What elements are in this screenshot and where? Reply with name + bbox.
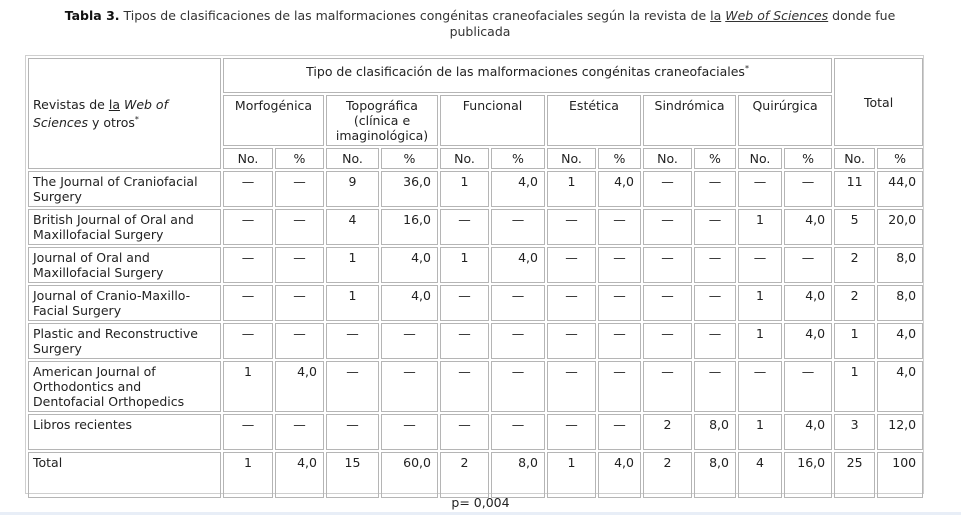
- table-cell: —: [694, 285, 736, 321]
- table-cell: —: [223, 209, 273, 245]
- table-cell: 8,0: [877, 247, 923, 283]
- table-cell: —: [491, 323, 545, 359]
- table-cell: —: [643, 171, 692, 207]
- table-cell: 4,0: [877, 323, 923, 359]
- sub-header-pct: %: [784, 148, 832, 169]
- sub-header-pct: %: [877, 148, 923, 169]
- table-cell: —: [440, 361, 489, 412]
- table-cell: 4,0: [598, 171, 641, 207]
- sub-header-pct: %: [381, 148, 438, 169]
- sub-header-no: No.: [643, 148, 692, 169]
- table-cell: —: [598, 414, 641, 450]
- table-cell: —: [275, 285, 324, 321]
- table-cell: 2: [834, 247, 875, 283]
- table-cell: —: [738, 361, 782, 412]
- classification-table: [26, 56, 925, 500]
- table-cell: —: [547, 361, 596, 412]
- table-cell: 1: [834, 361, 875, 412]
- table-cell: 4,0: [275, 361, 324, 412]
- table-cell: —: [491, 209, 545, 245]
- table-cell: —: [326, 414, 379, 450]
- table-cell: 1: [223, 361, 273, 412]
- journal-name: American Journal of Orthodontics and Dentofacial Orthopedics: [28, 361, 221, 412]
- table-row: [28, 323, 923, 359]
- total-cell: 60,0: [381, 452, 438, 498]
- table-cell: 1: [738, 414, 782, 450]
- sub-header-no: No.: [834, 148, 875, 169]
- table-cell: —: [784, 171, 832, 207]
- table-cell: —: [491, 414, 545, 450]
- table-cell: 16,0: [381, 209, 438, 245]
- table-cell: —: [738, 247, 782, 283]
- classification-group-header: Tipo de clasificación de las malformaciones congénitas craneofaciales*: [223, 58, 832, 93]
- table-cell: —: [326, 323, 379, 359]
- table-cell: —: [381, 414, 438, 450]
- table-row: [28, 171, 923, 207]
- table-cell: —: [491, 285, 545, 321]
- p-value-note: p= 0,004: [451, 495, 510, 510]
- table-cell: 4,0: [381, 247, 438, 283]
- table-cell: —: [598, 361, 641, 412]
- table-cell: 44,0: [877, 171, 923, 207]
- type-header: Topográfica (clínica e imaginológica): [326, 95, 438, 146]
- type-header: Sindrómica: [643, 95, 736, 146]
- table-cell: 3: [834, 414, 875, 450]
- total-cell: 2: [440, 452, 489, 498]
- table-cell: 4,0: [784, 285, 832, 321]
- type-header: Quirúrgica: [738, 95, 832, 146]
- type-header: Funcional: [440, 95, 545, 146]
- type-header: Estética: [547, 95, 641, 146]
- table-cell: 1: [738, 285, 782, 321]
- table-cell: —: [440, 414, 489, 450]
- journal-name: Journal of Cranio-Maxillo-Facial Surgery: [28, 285, 221, 321]
- table-cell: 4,0: [491, 247, 545, 283]
- total-cell: 1: [547, 452, 596, 498]
- table-cell: —: [547, 209, 596, 245]
- table-cell: 1: [440, 247, 489, 283]
- caption-text-after: donde fue publicada: [449, 8, 896, 39]
- table-cell: —: [491, 361, 545, 412]
- sub-header-pct: %: [694, 148, 736, 169]
- table-cell: 11: [834, 171, 875, 207]
- table-cell: —: [275, 323, 324, 359]
- total-row: [28, 452, 923, 498]
- table-cell: —: [694, 247, 736, 283]
- table-row: [28, 209, 923, 245]
- table-caption: [60, 8, 900, 40]
- caption-label: Tabla 3.: [64, 8, 120, 23]
- table-cell: —: [643, 285, 692, 321]
- table-cell: —: [223, 285, 273, 321]
- table-cell: 1: [326, 285, 379, 321]
- table-cell: 9: [326, 171, 379, 207]
- journal-name: Journal of Oral and Maxillofacial Surgery: [28, 247, 221, 283]
- caption-text: Tipos de clasificaciones de las malformaciones congénitas craneofaciales según la revista de: [123, 8, 711, 23]
- table-cell: —: [694, 361, 736, 412]
- journal-column-header: Revistas de la Web of Sciences y otros*: [28, 58, 221, 169]
- table-cell: 1: [440, 171, 489, 207]
- table-cell: —: [440, 285, 489, 321]
- table-row: [28, 285, 923, 321]
- table-row: [28, 247, 923, 283]
- table-cell: —: [598, 323, 641, 359]
- table-cell: —: [381, 323, 438, 359]
- table-cell: —: [223, 171, 273, 207]
- sub-header-pct: %: [491, 148, 545, 169]
- table-row: [28, 414, 923, 450]
- table-cell: —: [694, 323, 736, 359]
- caption-journal: Web of Sciences: [725, 8, 829, 23]
- total-cell: 8,0: [491, 452, 545, 498]
- table-cell: —: [738, 171, 782, 207]
- table-cell: —: [223, 323, 273, 359]
- table-cell: 4,0: [784, 209, 832, 245]
- table-cell: —: [694, 209, 736, 245]
- table-cell: 1: [738, 209, 782, 245]
- table-cell: —: [275, 171, 324, 207]
- sub-header-no: No.: [326, 148, 379, 169]
- table-row: [28, 361, 923, 412]
- page-bottom-border: [0, 512, 961, 515]
- sub-header-no: No.: [223, 148, 273, 169]
- caption-la: la: [710, 8, 722, 23]
- total-cell: 16,0: [784, 452, 832, 498]
- table-cell: 4,0: [784, 323, 832, 359]
- table-cell: —: [784, 361, 832, 412]
- total-label: Total: [28, 452, 221, 498]
- table-cell: 8,0: [694, 414, 736, 450]
- table-cell: 36,0: [381, 171, 438, 207]
- total-cell: 1: [223, 452, 273, 498]
- table-cell: —: [643, 209, 692, 245]
- table-cell: —: [598, 247, 641, 283]
- table-cell: 2: [834, 285, 875, 321]
- table-cell: —: [547, 285, 596, 321]
- total-cell: 4,0: [598, 452, 641, 498]
- table-cell: 20,0: [877, 209, 923, 245]
- table-cell: —: [223, 247, 273, 283]
- total-column-header: Total: [834, 58, 923, 146]
- sub-header-pct: %: [598, 148, 641, 169]
- table-cell: 2: [643, 414, 692, 450]
- data-table-wrapper: [25, 55, 924, 494]
- sub-header-pct: %: [275, 148, 324, 169]
- total-cell: 4,0: [275, 452, 324, 498]
- total-cell: 15: [326, 452, 379, 498]
- table-cell: 4,0: [877, 361, 923, 412]
- sub-header-no: No.: [547, 148, 596, 169]
- total-cell: 100: [877, 452, 923, 498]
- type-header: Morfogénica: [223, 95, 324, 146]
- table-cell: —: [547, 247, 596, 283]
- table-cell: 4,0: [381, 285, 438, 321]
- table-cell: 12,0: [877, 414, 923, 450]
- table-cell: —: [598, 285, 641, 321]
- table-cell: 4,0: [784, 414, 832, 450]
- table-cell: 1: [834, 323, 875, 359]
- table-cell: 4: [326, 209, 379, 245]
- table-cell: —: [440, 323, 489, 359]
- table-cell: —: [643, 323, 692, 359]
- table-cell: 1: [738, 323, 782, 359]
- table-cell: —: [275, 414, 324, 450]
- table-cell: —: [326, 361, 379, 412]
- table-cell: 5: [834, 209, 875, 245]
- total-cell: 2: [643, 452, 692, 498]
- table-cell: —: [784, 247, 832, 283]
- journal-name: The Journal of Craniofacial Surgery: [28, 171, 221, 207]
- table-cell: —: [223, 414, 273, 450]
- table-cell: —: [440, 209, 489, 245]
- table-cell: 1: [326, 247, 379, 283]
- journal-name: British Journal of Oral and Maxillofacial Surgery: [28, 209, 221, 245]
- journal-name: Plastic and Reconstructive Surgery: [28, 323, 221, 359]
- total-cell: 4: [738, 452, 782, 498]
- table-cell: —: [598, 209, 641, 245]
- table-cell: —: [381, 361, 438, 412]
- table-cell: —: [275, 247, 324, 283]
- table-cell: 8,0: [877, 285, 923, 321]
- sub-header-no: No.: [440, 148, 489, 169]
- journal-name: Libros recientes: [28, 414, 221, 450]
- table-cell: —: [694, 171, 736, 207]
- sub-header-no: No.: [738, 148, 782, 169]
- total-cell: 8,0: [694, 452, 736, 498]
- table-cell: —: [643, 361, 692, 412]
- table-cell: —: [547, 323, 596, 359]
- table-cell: —: [547, 414, 596, 450]
- table-cell: —: [643, 247, 692, 283]
- table-cell: 1: [547, 171, 596, 207]
- table-cell: —: [275, 209, 324, 245]
- total-cell: 25: [834, 452, 875, 498]
- table-cell: 4,0: [491, 171, 545, 207]
